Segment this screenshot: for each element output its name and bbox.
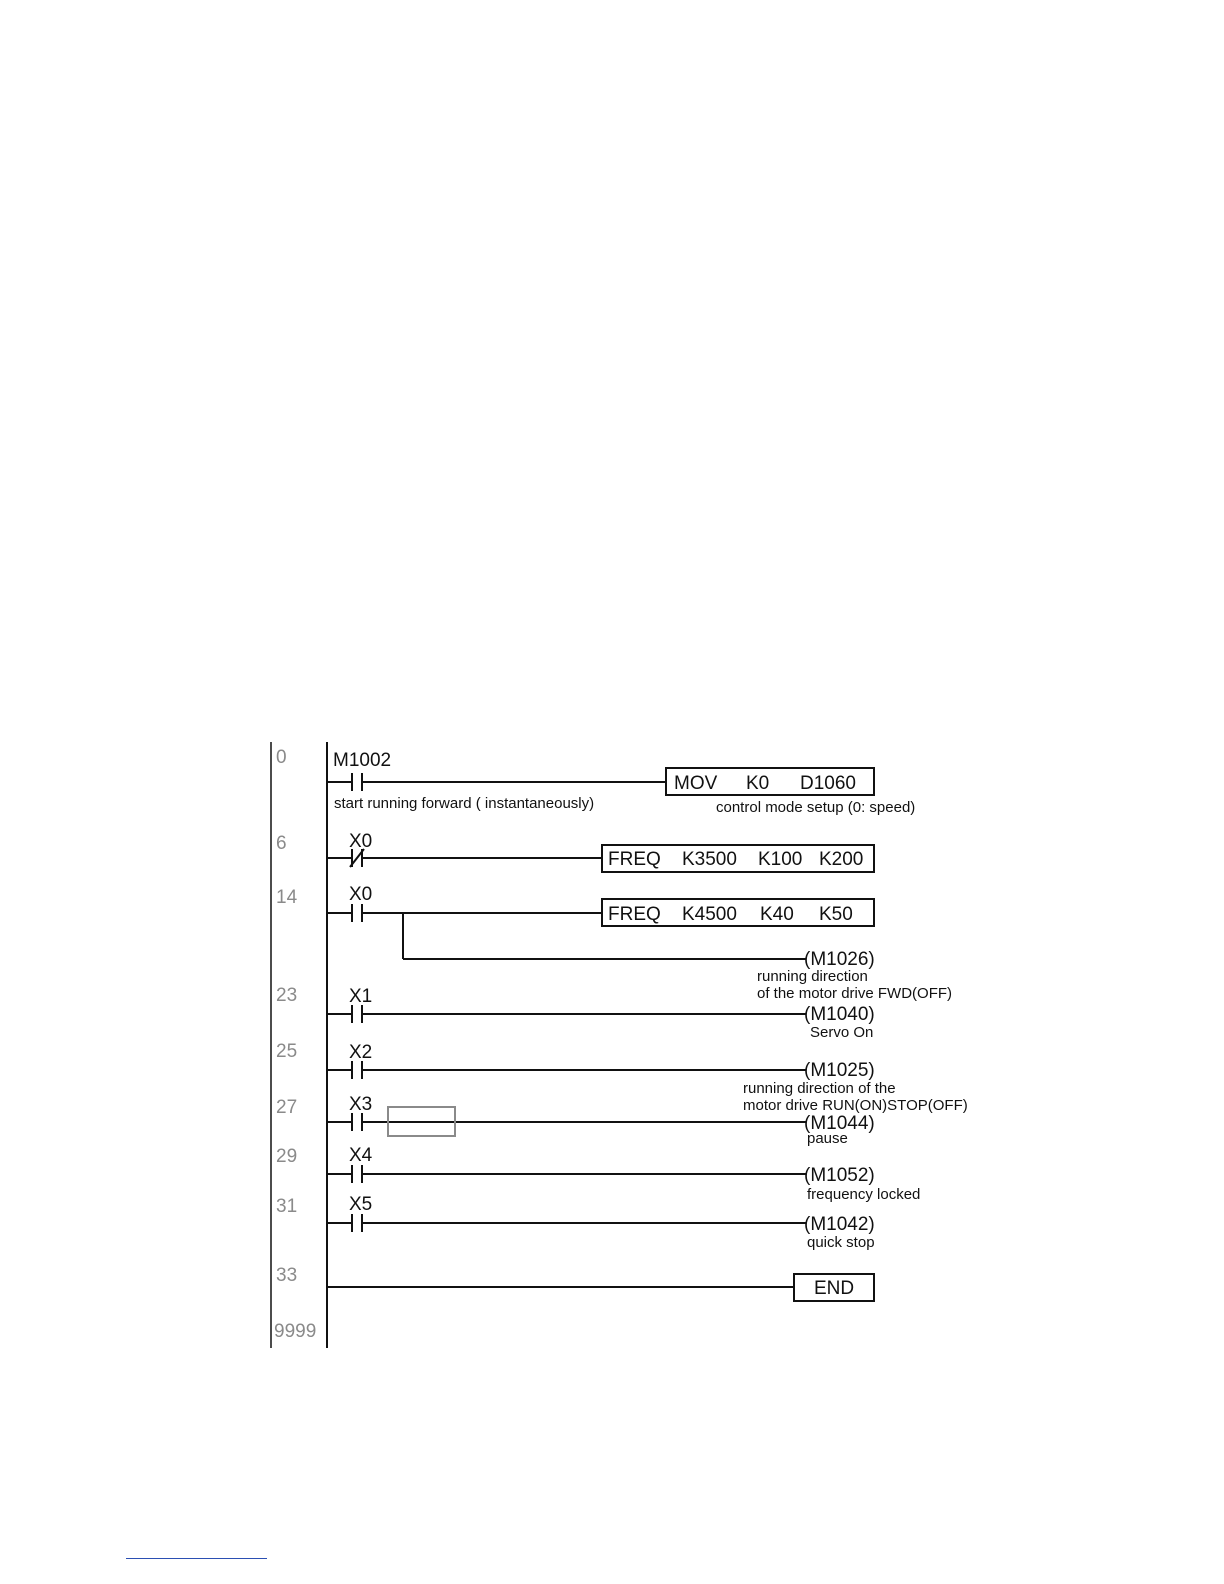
- contact-label: X4: [349, 1145, 373, 1166]
- step-number: 29: [276, 1146, 298, 1167]
- footnote-link-underline: [126, 1558, 267, 1559]
- rung-6: [327, 831, 874, 872]
- end-label: END: [814, 1278, 855, 1299]
- contact-label: X0: [349, 884, 373, 905]
- step-number: 25: [276, 1041, 298, 1062]
- contact-label: X2: [349, 1042, 373, 1063]
- rung-33: [327, 1274, 874, 1301]
- contact-label: M1002: [333, 750, 392, 771]
- step-number: 6: [276, 833, 287, 854]
- contact-label: X5: [349, 1194, 373, 1215]
- contact-label: X3: [349, 1094, 373, 1115]
- instruction-op: MOV: [674, 773, 718, 794]
- coil-label: (M1025): [804, 1060, 875, 1081]
- instruction-op: FREQ: [608, 904, 661, 925]
- instruction-arg: K3500: [682, 849, 737, 870]
- step-number: 27: [276, 1097, 298, 1118]
- coil-label: (M1044): [804, 1113, 875, 1134]
- instruction-arg: K200: [819, 849, 864, 870]
- coil-comment: motor drive RUN(ON)STOP(OFF): [743, 1097, 968, 1114]
- instruction-comment: control mode setup (0: speed): [716, 799, 916, 816]
- rung-31: [327, 1194, 875, 1251]
- coil-label: (M1026): [804, 949, 875, 970]
- coil-comment: running direction of the: [743, 1080, 896, 1097]
- instruction-arg: K40: [760, 904, 794, 925]
- step-number: 0: [276, 747, 287, 768]
- coil-comment: frequency locked: [807, 1186, 921, 1203]
- instruction-arg: K0: [746, 773, 770, 794]
- instruction-arg: D1060: [800, 773, 856, 794]
- coil-comment: Servo On: [810, 1024, 874, 1041]
- coil-label: (M1052): [804, 1165, 875, 1186]
- step-number: 9999: [274, 1321, 317, 1342]
- rung-14: [327, 884, 952, 1002]
- step-number: 14: [276, 887, 298, 908]
- step-number: 33: [276, 1265, 298, 1286]
- rung-0: [327, 750, 915, 816]
- coil-label: (M1042): [804, 1214, 875, 1235]
- instruction-arg: K50: [819, 904, 853, 925]
- rung-29: [327, 1145, 920, 1203]
- coil-label: (M1040): [804, 1004, 875, 1025]
- instruction-arg: K100: [758, 849, 803, 870]
- coil-comment: quick stop: [807, 1234, 875, 1251]
- instruction-op: FREQ: [608, 849, 661, 870]
- coil-comment: of the motor drive FWD(OFF): [757, 985, 953, 1002]
- coil-comment: pause: [807, 1130, 848, 1147]
- step-number: 31: [276, 1196, 298, 1217]
- contact-label: X0: [349, 831, 373, 852]
- contact-comment: start running forward ( instantaneously): [334, 795, 595, 812]
- instruction-arg: K4500: [682, 904, 737, 925]
- coil-comment: running direction: [757, 968, 868, 985]
- rung-25: [327, 1042, 968, 1114]
- contact-label: X1: [349, 986, 373, 1007]
- step-number: 23: [276, 985, 298, 1006]
